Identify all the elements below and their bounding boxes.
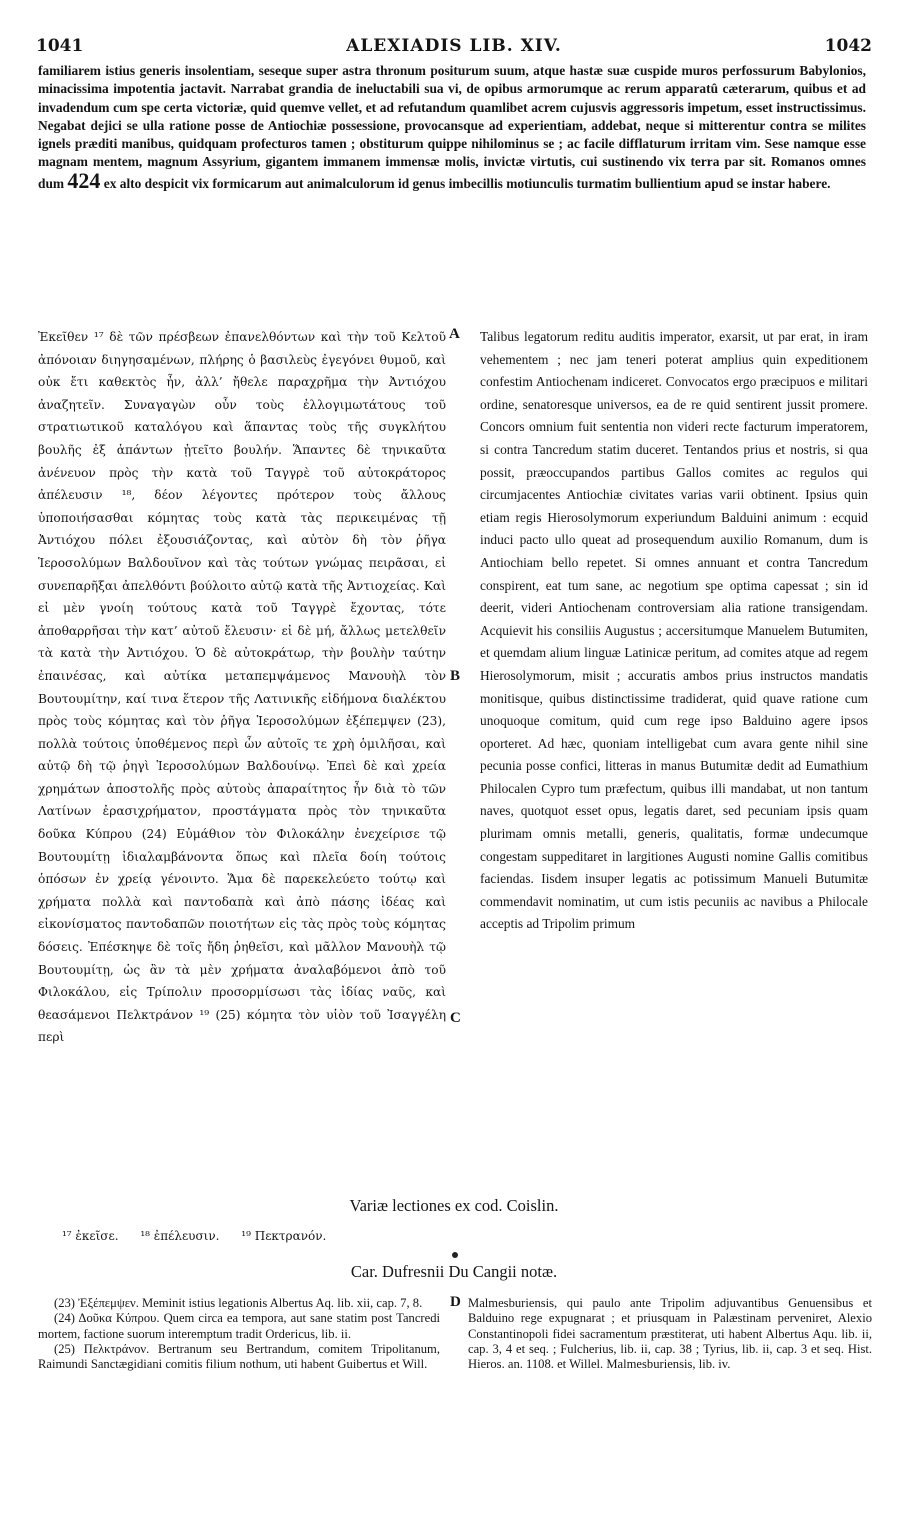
intro-text-before: familiarem istius generis insolentiam, seseque super astra thronum positurum suum, atque hastæ suæ cuspide muros perfossurum Babylonios, minacissima impotentia jactavit. Narrabat grandia de ineluctabili sua vi, de opibus armorumque ac rerum apparatû cæterarum, quibus et ad invadendum cum spe certa victoriæ, quid quemve vellet, et ad refutandum quamlibet acrem cujusvis aggressoris impetum, esset instructissimus. Negabat dejici se ulla ratione posse de Antiochiæ possessione, provocansque ad experientiam, addebat, neque si mitterentur contra se milites ignels præditi manibus, quidquam profecturos tamen ; obstiturum quippe nihilominus se ; ac facile difflaturum irritam vim. Sese namque esse magnam mentem, magnum Assyrium, gigantem immanem immensæ molis, invictæ virtutis, cui sustinendo vix terra par sit. Romanos omnes dum xyxy=(38,63,866,191)
section-marker-d: D xyxy=(450,1294,461,1310)
latin-text: Talibus legatorum reditu auditis imperator, exarsit, ut par erat, in iram vehementem ; nec jam teneri poterat amplius quin expeditionem confestim Antiochenam indiceret. Convocatos ergo præcipuos e militari ordine, senatoresque universos, ea de re quid sentirent jussit promere. Concors omnium fuit sententia non videri recte facturum imperatorem, si contra Tancredum statim duceret. Tentandos prius et nostris, si qua possit, præoccupandos partibus Gallos comites ac regulos qui circumjacentes Antiochiæ civitates varias varii obtinent. Ipsius quin etiam regis Hierosolymorum experiundum Balduini animum : ecquid induci pacto ullo queat ad prosequendum auxilio Romanum, dum is Antiochiam bello repetet. Si omnes annuant et contra Tancredum conspirent, eat tum sane, ac negotium spe optima capessat ; sin id deerit, videri Antiochenam controversiam alia ratione transigendam. Acquievit his consiliis Augustus ; accersitumque Manuelem Butumiten, et quemdam alium linguæ Latinicæ peritum, ad comites atque ad regem Hierosolymorum, misit ; accuratis ambos prius instructos mandatis monitisque, quibus distinctissime tradiderat, quid quave ratione cum unoquoque comitum, quid cum rege ipso Balduino agere ipsos oporteret. Ad hæc, quoniam intelligebat cum avara gente nihil sine pecunia posse confici, litteras in manus Butumitæ dedit ad Eumathium Philocalen Cypro tum præfectum, quibus illi mandabat, ut non tantum naves, quotquot esset opus, legatis daret, sed pecuniam ipsis quam plurimam omnis metalli, generis, qualitatis, formæ undecumque congestam suppeditaret in largitiones Augusti nomine Gallis comitibus faciendas. Iisdem insuper legatis ac potissimum Manueli Butumitæ commendavit nominatim, ut cum istis pecuniis ac navibus a Philocale acceptis ad Tripolim primum xyxy=(480,329,868,932)
section-marker-a: A xyxy=(449,326,460,342)
running-title: ALEXIADIS LIB. XIV. xyxy=(346,36,562,56)
notes-title: Car. Dufresnii Du Cangii notæ. xyxy=(350,1262,558,1281)
separator-dot xyxy=(452,1252,458,1258)
variant-item: ¹⁹ Πεκτρανόν. xyxy=(241,1229,327,1243)
greek-text: Ἐκεῖθεν ¹⁷ δὲ τῶν πρέσβεων ἐπανελθόντων καὶ τὴν τοῦ Κελτοῦ ἀπόνοιαν διηγησαμένων, πλήρης ὁ βασιλεὺς ἐγεγόνει θυμοῦ, καὶ οὐκ ἔτι καθεκτὸς ἦν, ἀλλ’ ἤθελε παραχρῆμα τὴν Ἀντιόχου ἀναζητεῖν. Συναγαγὼν οὖν τοὺς ἐλλογιμωτάτους τοῦ στρατιωτικοῦ καταλόγου καὶ ἅπαντας τοὺς τῆς συγκλήτου βουλῆς ἐξ ἁπάντων ᾐτεῖτο βουλήν. Ἅπαντες δὲ τηνικαῦτα ἀνένευον πρὸς τὴν κατὰ τοῦ Ταγγρὲ τοῦ αὐτοκράτορος ἀπέλευσιν ¹⁸, δέον λέγοντες πρότερον τοὺς ἄλλους ὑποποιήσασθαι κόμητας τοὺς κατὰ τὰς περικειμένας τῇ Ἀντιόχου πόλει ἐξουσιάζοντας, καὶ αὐτὸν δὴ τὸν ῥῆγα Ἱεροσολύμων Βαλδουῖνον καὶ τὰς τούτων γνώμας πειρᾶσαι, εἰ συνεπαρῆξαι ἀπελθόντι βούλοιτο αὐτῷ κατὰ τῆς Ἀντιοχείας. Καὶ εἰ μὲν γνοίη τούτους κατὰ τοῦ Ταγγρὲ ἔχοντας, τότε ἀποθαρρῆσαι τὴν κατ’ αὐτοῦ ἔλευσιν· εἰ δὲ μή, ἄλλως μετελθεῖν τὰ κατὰ τὴν Ἀντιόχου. Ὁ δὲ αὐτοκράτωρ, τὴν βουλὴν ταύτην ἐπαινέσας, καὶ αὐτίκα μεταπεμψάμενος Μανουὴλ τὸν Βουτουμίτην, καί τινα ἕτερον τῆς Λατινικῆς εἰδήμονα διαλέκτου πρὸς τοὺς κόμητας καὶ τὸν ῥῆγα Ἱεροσολύμων ἐξέπεμψεν (23), πολλὰ τούτοις ὑποθέμενος περὶ ὧν αὐτοῖς τε χρὴ ὁμιλῆσαι, καὶ αὐτῷ δὴ τῷ ῥηγὶ Ἱεροσολύμων Βαλδουίνῳ. Ἐπεὶ δὲ καὶ χρεία χρημάτων ἀποστολῆς πρὸς αὐτοὺς ἀπαραίτητος ἦν διὰ τὸ τῶν Λατίνων ἐρασιχρήματον, προστάγματα πρὸς τὸν τηνικαῦτα δοῦκα Κύπρου (24) Εὐμάθιον τὸν Φιλοκάλην ἐνεχείρισε τῷ Βουτουμίτῃ ἰδιαλαμβάνοντα ὅπως καὶ πλεῖα δοίη τούτοις ὁπόσων ἐν χρείᾳ γένοιντο. Ἅμα δὲ παρεκελεύετο τούτῳ καὶ χρήματα πολλὰ καὶ παντοδαπὰ καὶ ἀπὸ πάσης ἰδέας καὶ εἰκονίσματος παντοδαπῶν ποιοτήτων εἰς τὰς πρὸς τοὺς κόμητας δόσεις. Ἐπέσκηψε δὲ τοῖς ἤδη ῥηθεῖσι, καὶ μᾶλλον Μανουὴλ τῷ Βουτουμίτῃ, ὡς ἂν τὰ μὲν χρήματα ἀναλαβόμενοι ἀπὸ τοῦ Φιλοκάλου, εἰς Τρίπολιν προσορμίσωσι τὰς ἰδίας ναῦς, καὶ θεασάμενοι Πελκτράνον ¹⁹ (25) κόμητα τὸν υἱὸν τοῦ Ἰσαγγέλη περὶ xyxy=(38,330,446,1045)
variants-list xyxy=(62,1229,344,1243)
page-number-right: 1042 xyxy=(824,36,872,56)
variant-item: ¹⁸ ἐπέλευσιν. xyxy=(140,1229,220,1243)
note-continuation: Malmesburiensis, qui paulo ante Tripolim adjuvantibus Genuensibus et Balduino rege expugnarat ; et priusquam in Palæstinam perveniret, Alexio Constantinopoli fidei sacramentum præstiterat, uti habent Albertus Aqu. lib. ii, cap. 3, 4 et seq. ; Fulcherius, lib. ii, cap. 38 ; Tyrius, lib. ii, cap. 3 et seq. Hist. Hieros. an. 1108. et Willel. Malmesburiensis, lib. iv. xyxy=(468,1296,872,1372)
variant-item: ¹⁷ ἐκεῖσε. xyxy=(62,1229,119,1243)
intro-text-after: ex alto despicit vix formicarum aut animalculorum id genus imbecillis motiunculis turmatim bullientium apud se instar habere. xyxy=(103,175,831,191)
inline-page-number: 424 xyxy=(67,167,101,193)
note-item: (25) Πελκτράνον. Bertranum seu Bertrandum, comitem Tripolitanum, Raimundi Sanctægidiani comitis filium nothum, uti habent Guibertus et Will. xyxy=(38,1341,440,1372)
latin-column xyxy=(480,326,868,936)
page-number-left: 1041 xyxy=(36,36,84,56)
variants-title: Variæ lectiones ex cod. Coislin. xyxy=(349,1196,559,1215)
section-marker-b: B xyxy=(450,668,461,684)
note-item: (23) Ἐξέπεμψεν. Meminit istius legationis Albertus Aq. lib. xii, cap. 7, 8. xyxy=(54,1296,423,1310)
note-item: (24) Δοῦκα Κύπρου. Quem circa ea tempora, aut sane statim post Tancredi mortem, factione suorum interemptum tradit Ordericus, lib. ii. xyxy=(38,1311,440,1341)
notes-left-column xyxy=(38,1296,440,1372)
greek-column xyxy=(38,326,446,1049)
section-marker-c: C xyxy=(450,1010,461,1026)
page-header xyxy=(36,36,872,60)
notes-right-column xyxy=(468,1296,872,1372)
intro-paragraph xyxy=(38,62,866,193)
